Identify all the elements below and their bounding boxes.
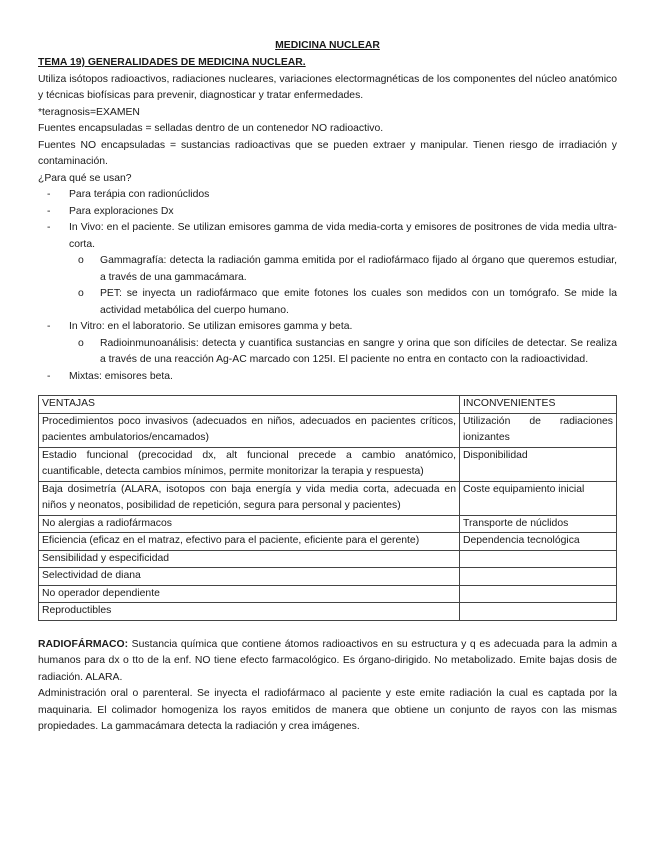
radiofarmaco-paragraph	[38, 637, 617, 687]
table-row	[39, 603, 617, 621]
section-heading: TEMA 19) GENERALIDADES DE MEDICINA NUCLEAR.	[38, 57, 306, 68]
table-row	[39, 585, 617, 603]
administration-paragraph: Administración oral o parenteral. Se inyecta el radiofármaco al paciente y este emite radiación la cual es captada por la maquinaria. El colimador homogeniza los rayos emitidos de manera que obtiene un conjunto de rayos con las mismas propiedades. La gammacámara detecta la radiación y crea imágenes.	[38, 688, 617, 732]
uses-list	[38, 187, 617, 385]
radiofarmaco-text: Sustancia química que contiene átomos radioactivos en su estructura y q es adecuada para la admin a humanos para dx o tto de la enf. NO tiene efecto farmacológico. Es órgano-dirigido. No metabolizado. Emite bajas dosis de radiación. ALARA.	[38, 638, 617, 683]
intro-paragraph: Utiliza isótopos radioactivos, radiaciones nucleares, variaciones electormagnéticas de los componentes del núcleo anatómico y técnicas biofísicas para prevenir, diagnosticar y tratar enfermedades.	[38, 73, 617, 101]
in-vivo-sublist	[69, 253, 617, 319]
list-item-in-vitro	[38, 319, 617, 369]
table-cell: Estadio funcional (precocidad dx, alt funcional precede a cambio anatómico, cuantificable, detecta cambios mínimos, permite monitorizar la terapia y respuesta)	[39, 447, 460, 481]
header-ventajas: VENTAJAS	[39, 396, 460, 414]
document-page	[38, 38, 617, 736]
in-vitro-sublist	[69, 336, 617, 369]
list-item: - Para terápia con radionúclidos	[38, 187, 617, 204]
table-cell: No operador dependiente	[39, 585, 460, 603]
table-cell: Procedimientos poco invasivos (adecuados en niños, adecuados en pacientes críticos, pacientes ambulatorios/encamados)	[39, 413, 460, 447]
encapsulated-sources: Fuentes encapsuladas = selladas dentro de un contenedor NO radioactivo.	[38, 123, 384, 134]
table-cell: Utilización de radiaciones ionizantes	[460, 413, 617, 447]
in-vitro-text: In Vitro: en el laboratorio. Se utilizan emisores gamma y beta.	[69, 321, 353, 332]
table-cell: Coste equipamiento inicial	[460, 481, 617, 515]
list-item-in-vivo	[38, 220, 617, 319]
table-cell: Reproductibles	[39, 603, 460, 621]
non-encapsulated-sources: Fuentes NO encapsuladas = sustancias radioactivas que se pueden extraer y manipular. Tienen riesgo de irradiación y contaminación.	[38, 139, 617, 167]
advantages-table	[38, 395, 617, 621]
sublist-item-pet: o PET: se inyecta un radiofármaco que emite fotones los cuales son medidos con un tomógrafo. Se mide la actividad metabólica del cuerpo humano.	[69, 286, 617, 319]
table-cell: Baja dosimetría (ALARA, isotopos con baja energía y vida media corta, adecuada en niños y neonatos, posibilidad de repetición, segura para personal y pacientes)	[39, 481, 460, 515]
table-header-row	[39, 396, 617, 414]
table-cell: Sensibilidad y especificidad	[39, 550, 460, 568]
header-inconvenientes: INCONVENIENTES	[460, 396, 617, 414]
table-cell: Dependencia tecnológica	[460, 533, 617, 551]
radiofarmaco-label: RADIOFÁRMACO:	[38, 638, 129, 650]
table-cell	[460, 550, 617, 568]
table-row	[39, 568, 617, 586]
sublist-item-gammagrafia: o Gammagrafía: detecta la radiación gamma emitida por el radiofármaco fijado al órgano que queremos estudiar, a través de una gammacámara.	[69, 253, 617, 286]
table-row	[39, 550, 617, 568]
table-row	[39, 481, 617, 515]
table-cell	[460, 568, 617, 586]
table-cell: Eficiencia (eficaz en el matraz, efectivo para el paciente, eficiente para el gerente)	[39, 533, 460, 551]
table-cell	[460, 603, 617, 621]
table-cell	[460, 585, 617, 603]
list-item: - Mixtas: emisores beta.	[38, 369, 617, 386]
in-vivo-text: In Vivo: en el paciente. Se utilizan emisores gamma de vida media-corta y emisores de positrones de vida media ultra-corta.	[69, 222, 617, 250]
table-cell: Disponibilidad	[460, 447, 617, 481]
table-row	[39, 447, 617, 481]
table-row	[39, 515, 617, 533]
teragnosis-line: *teragnosis=EXAMEN	[38, 106, 140, 118]
table-cell: Transporte de núclidos	[460, 515, 617, 533]
table-row	[39, 413, 617, 447]
document-title: MEDICINA NUCLEAR	[275, 40, 380, 51]
table-cell: No alergias a radiofármacos	[39, 515, 460, 533]
table-row	[39, 533, 617, 551]
list-item: - Para exploraciones Dx	[38, 204, 617, 221]
table-cell: Selectividad de diana	[39, 568, 460, 586]
uses-question: ¿Para qué se usan?	[38, 172, 132, 184]
sublist-item-radioinmunoanalisis: o Radioinmunoanálisis: detecta y cuantifica sustancias en sangre y orina que son difíciles de detectar. Se realiza a través de una reacción Ag-AC marcado con 125I. El paciente no entra en contacto con la radioactividad.	[69, 336, 617, 369]
